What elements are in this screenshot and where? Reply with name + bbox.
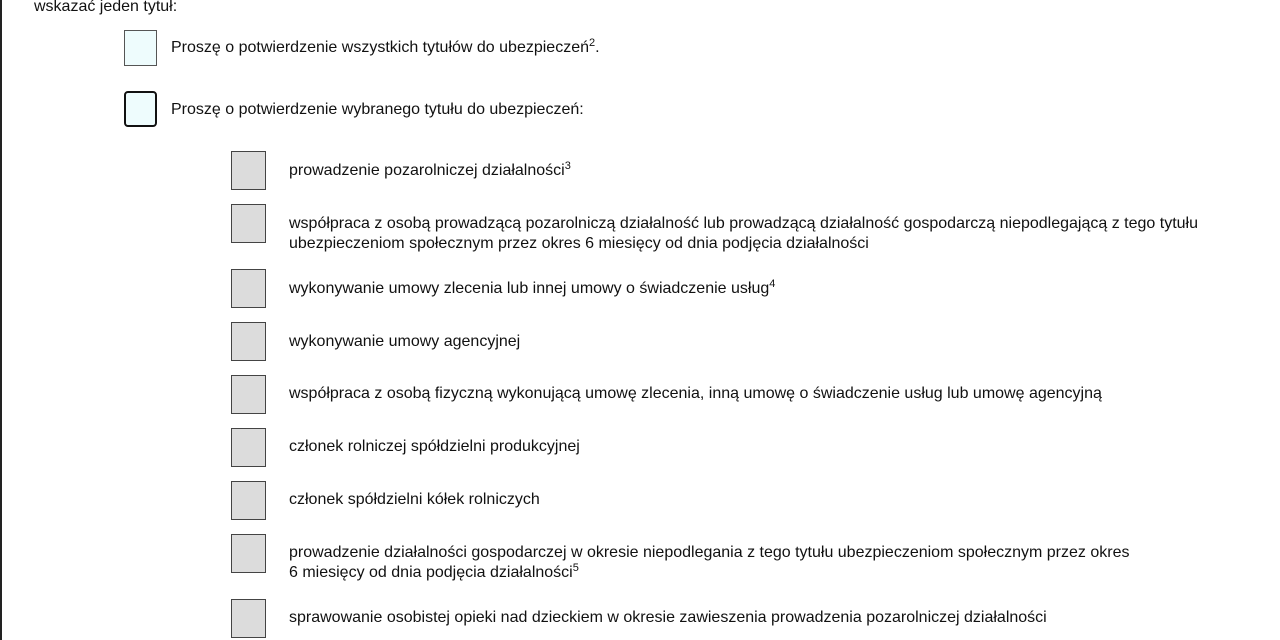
title-item-6: [231, 428, 580, 467]
footnote-ref-5: 5: [572, 562, 579, 574]
option-all-titles-suffix: .: [595, 39, 600, 56]
title-item-1: [231, 151, 571, 190]
title-item-8-line1: prowadzenie działalności gospodarczej w okresie niepodlegania z tego tytułu ubezpieczeniom społecznym przez okres: [289, 544, 1130, 561]
checkbox-title-9[interactable]: [231, 599, 266, 638]
title-item-2-text: [289, 214, 1198, 254]
title-item-4: [231, 322, 520, 361]
title-item-8-line2: 6 miesięcy od dnia podjęcia działalności: [289, 564, 573, 581]
checkbox-title-4[interactable]: [231, 322, 266, 361]
checkbox-all-titles[interactable]: [124, 30, 157, 66]
checkbox-selected-title[interactable]: [124, 91, 157, 127]
checkbox-title-2[interactable]: [231, 204, 266, 243]
option-all-titles-label: Proszę o potwierdzenie wszystkich tytułów do ubezpieczeń: [171, 39, 589, 56]
title-item-7-label: członek spółdzielni kółek rolniczych: [289, 491, 540, 508]
checkbox-title-6[interactable]: [231, 428, 266, 467]
title-item-9-label: sprawowanie osobistej opieki nad dzieckiem w okresie zawieszenia prowadzenia pozarolniczej działalności: [289, 609, 1047, 626]
checkbox-title-5[interactable]: [231, 375, 266, 414]
footnote-ref-4: 4: [769, 278, 776, 290]
footnote-ref-3: 3: [564, 160, 571, 172]
checkbox-title-1[interactable]: [231, 151, 266, 190]
checkbox-title-7[interactable]: [231, 481, 266, 520]
checkbox-title-8[interactable]: [231, 534, 266, 573]
title-item-1-text: [289, 161, 571, 181]
page-left-border: [0, 0, 2, 640]
option-all-titles-text: [171, 38, 600, 58]
option-selected-title-label: Proszę o potwierdzenie wybranego tytułu do ubezpieczeń:: [171, 101, 584, 118]
checkbox-title-3[interactable]: [231, 269, 266, 308]
option-selected-title: [124, 91, 584, 127]
title-item-5-label: współpraca z osobą fizyczną wykonującą umowę zlecenia, inną umowę o świadczenie usług lub umowę agencyjną: [289, 385, 1102, 402]
title-item-3-text: [289, 279, 775, 299]
title-item-7: [231, 481, 540, 520]
title-item-3: [231, 269, 775, 308]
title-item-8-text: [289, 543, 1129, 583]
title-item-4-label: wykonywanie umowy agencyjnej: [289, 333, 521, 350]
title-item-6-label: członek rolniczej spółdzielni produkcyjnej: [289, 438, 580, 455]
title-item-8-line2-wrap: [289, 563, 1129, 583]
title-item-2-line2: ubezpieczeniom społecznym przez okres 6 miesięcy od dnia podjęcia działalności: [289, 235, 869, 252]
intro-text: wskazać jeden tytuł:: [34, 0, 178, 15]
title-item-3-label: wykonywanie umowy zlecenia lub innej umowy o świadczenie usług: [289, 280, 770, 297]
title-item-9: [231, 599, 1047, 638]
title-item-2-line1: współpraca z osobą prowadzącą pozarolniczą działalność lub prowadzącą działalność gospodarczą niepodlegającą z tego tytułu: [289, 215, 1198, 232]
title-item-2: [231, 204, 1198, 254]
option-all-titles: [124, 30, 600, 66]
title-item-5: [231, 375, 1102, 414]
title-item-8: [231, 534, 1129, 583]
title-item-1-label: prowadzenie pozarolniczej działalności: [289, 162, 565, 179]
footnote-ref-2: 2: [588, 37, 596, 49]
